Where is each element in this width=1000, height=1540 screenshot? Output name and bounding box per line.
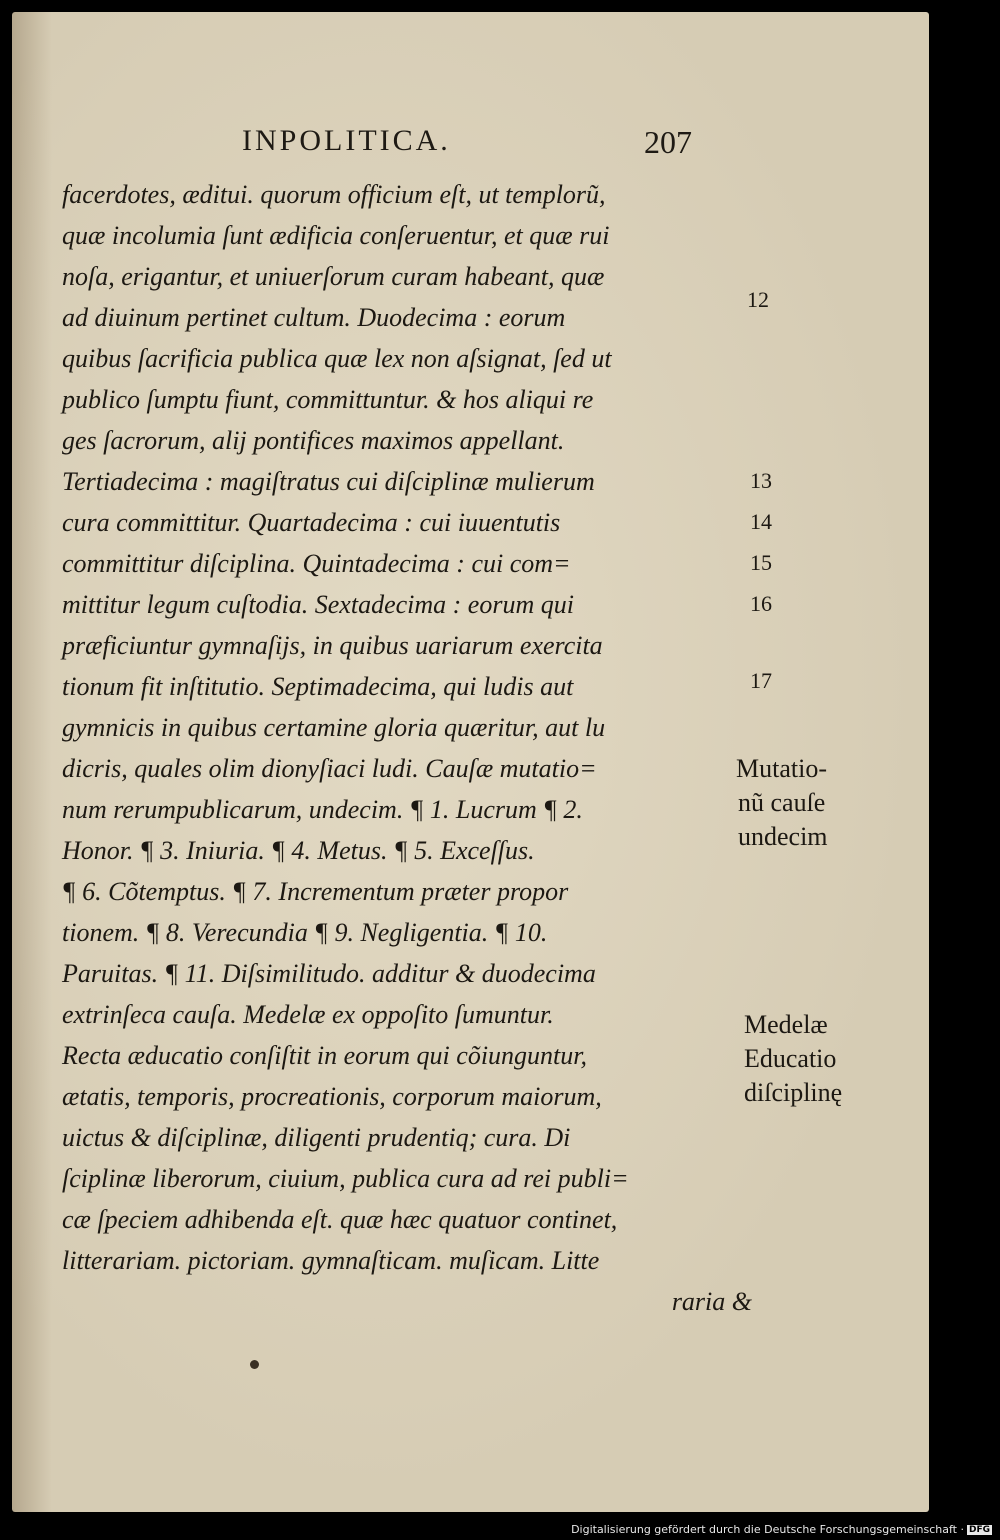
margin-note-mutatio: undecim <box>738 822 828 851</box>
text-line: ges ſacrorum, alij pontifices maximos appellant. <box>62 426 565 455</box>
text-line: præficiuntur gymnaſijs, in quibus uariarum exercita <box>62 631 603 660</box>
book-page <box>12 12 929 1512</box>
text-line: Recta æducatio conſiſtit in eorum qui cõiunguntur, <box>62 1041 588 1070</box>
text-line: dicris, quales olim dionyſiaci ludi. Cauſæ mutatio= <box>62 754 597 783</box>
text-line: facerdotes, æditui. quorum officium eſt, ut templorũ, <box>62 180 606 209</box>
text-line: ¶ 6. Cõtemptus. ¶ 7. Incrementum præter propor <box>62 877 569 906</box>
text-line: Tertiadecima : magiſtratus cui diſciplinæ mulierum <box>62 467 595 496</box>
text-line: extrinſeca cauſa. Medelæ ex oppoſito ſumuntur. <box>62 1000 554 1029</box>
text-line: noſa, erigantur, et uniuerſorum curam habeant, quæ <box>62 262 605 291</box>
margin-number: 16 <box>750 591 772 616</box>
text-line: cæ ſpeciem adhibenda eſt. quæ hæc quatuor continet, <box>62 1205 618 1234</box>
text-line: mittitur legum cuſtodia. Sextadecima : eorum qui <box>62 590 574 619</box>
text-line: num rerumpublicarum, undecim. ¶ 1. Lucrum ¶ 2. <box>62 795 583 824</box>
margin-note-medelae: Medelæ <box>744 1010 828 1039</box>
text-line: tionum fit inſtitutio. Septimadecima, qui ludis aut <box>62 672 574 701</box>
margin-number: 17 <box>750 668 772 693</box>
margin-number: 15 <box>750 550 772 575</box>
margin-note-medelae: diſciplinę <box>744 1078 843 1107</box>
text-line: uictus & diſciplinæ, diligenti prudentiq; cura. Di <box>62 1123 571 1152</box>
dfg-logo: DFG <box>968 1525 990 1535</box>
margin-number: 12 <box>747 287 769 312</box>
text-line: publico ſumptu fiunt, committuntur. & hos aliqui re <box>62 385 594 414</box>
margin-number: 13 <box>750 468 772 493</box>
credit-text: Digitalisierung gefördert durch die Deutsche Forschungsgemeinschaft · <box>571 1523 964 1536</box>
text-line: ſciplinæ liberorum, ciuium, publica cura ad rei publi= <box>62 1164 629 1193</box>
margin-note-mutatio: Mutatio- <box>736 754 827 783</box>
text-line: quæ incolumia ſunt ædificia conſeruentur, et quæ rui <box>62 221 610 250</box>
running-title: INPOLITICA. <box>242 124 451 157</box>
text-line: cura committitur. Quartadecima : cui iuuentutis <box>62 508 561 537</box>
margin-note-mutatio: nũ cauſe <box>738 788 826 817</box>
text-line: quibus ſacrificia publica quæ lex non aſsignat, ſed ut <box>62 344 612 373</box>
text-line: ætatis, temporis, procreationis, corporum maiorum, <box>62 1082 602 1111</box>
text-line: committitur diſciplina. Quintadecima : cui com= <box>62 549 571 578</box>
text-line: Honor. ¶ 3. Iniuria. ¶ 4. Metus. ¶ 5. Exceſſus. <box>62 836 535 865</box>
text-line: litterariam. pictoriam. gymnaſticam. muſicam. Litte <box>62 1246 600 1275</box>
margin-number: 14 <box>750 509 772 534</box>
digitization-credit <box>571 1523 992 1536</box>
text-line: ad diuinum pertinet cultum. Duodecima : eorum <box>62 303 566 332</box>
text-line: gymnicis in quibus certamine gloria quæritur, aut lu <box>62 713 606 742</box>
text-line: Paruitas. ¶ 11. Diſsimilitudo. additur & duodecima <box>62 959 596 988</box>
ink-blot <box>250 1360 259 1369</box>
margin-note-medelae: Educatio <box>744 1044 837 1073</box>
text-line: tionem. ¶ 8. Verecundia ¶ 9. Negligentia. ¶ 10. <box>62 918 548 947</box>
text-line: raria & <box>671 1287 752 1316</box>
page-number: 207 <box>644 124 692 160</box>
